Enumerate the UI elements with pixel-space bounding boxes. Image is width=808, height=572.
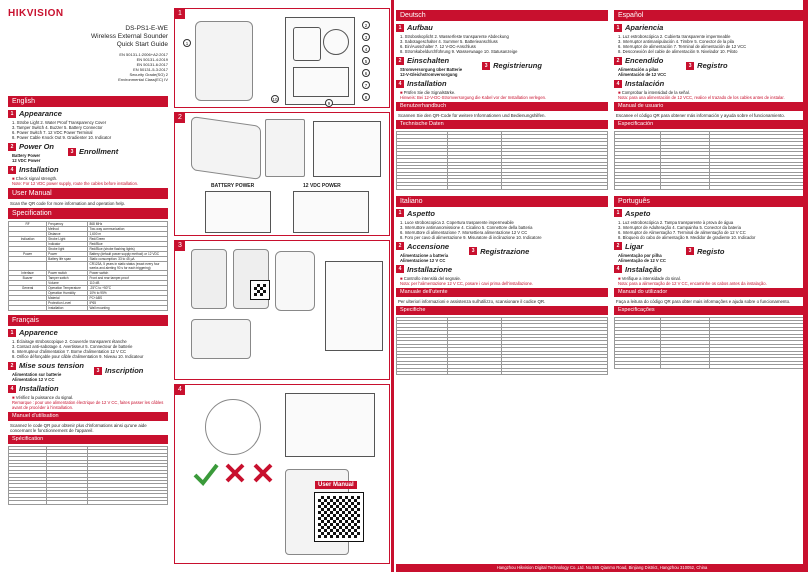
step-number: 1 xyxy=(8,329,16,337)
step-number: 2 xyxy=(8,362,16,370)
product-line-1: Wireless External Sounder xyxy=(91,33,168,40)
lang-header-fr: Français xyxy=(8,315,168,326)
user-manual-qr-icon xyxy=(315,493,363,541)
it-power-heading: 2 Accensione xyxy=(396,242,449,251)
table-cell xyxy=(502,186,608,189)
table-cell xyxy=(660,186,710,189)
list-item: 6. Interruptor de Alimentação 7. Terminal de alimentação de 12 V CC xyxy=(618,229,746,235)
en-manual-text: Scan the QR code for more information and operation help. xyxy=(10,201,126,206)
callout-1: 1 xyxy=(183,39,191,47)
table-cell: RF xyxy=(9,222,47,227)
es-power-heading: 2 Encendido xyxy=(614,56,666,65)
list-item: 1. Luce stroboscopica 2. Copertura trasparente impermeabile xyxy=(400,219,514,225)
table-cell xyxy=(9,262,47,271)
table-cell: Front and rear tamper-proof xyxy=(88,276,168,281)
fr-appearance-heading: 1 Apparence xyxy=(8,328,168,337)
table-cell: -25°C to +50°C xyxy=(88,286,168,291)
list-item: 1. Éclairage stroboscopique 2. Couvercle transparent étanche xyxy=(12,339,127,344)
list-item: 8. Power Cable Knock Out 9. Gradienter 10. Indicator xyxy=(12,135,112,140)
model-number: DS-PS1-E-WE xyxy=(125,25,168,32)
it-spec-table xyxy=(396,317,608,376)
pt-install-note: Nota: para a alimentação de 12 V CC, encaminhe os cabos antes da instalação. xyxy=(618,280,767,286)
table-cell xyxy=(88,501,168,504)
list-item: 6. Ein/Ausschalter 7. 12 V-DC-Anschluss xyxy=(400,44,476,49)
figure-4-installation xyxy=(174,384,390,564)
fr-power-list xyxy=(8,372,84,382)
list-item: Alimentazione 12 V CC xyxy=(400,257,446,263)
pt-power-enroll-row xyxy=(614,240,806,263)
de-install-list: ■ Prüfen Sie die Signalstärke. xyxy=(400,90,456,95)
bullet-icon: ■ xyxy=(12,395,16,400)
it-appearance-heading: 1 Aspetto xyxy=(396,209,608,218)
figure-3-enrollment xyxy=(174,240,390,380)
pt-manual-header: Manual do utilizador xyxy=(614,288,806,297)
list-item: Alimentazione a batteria xyxy=(400,252,449,258)
es-manual-text: Escanee el código QR para obtener más información y ayuda sobre el funcionamiento. xyxy=(616,113,785,118)
list-item: 3. Interruptor de Adulteração 4. Campainha 5. Conector da bateria xyxy=(618,224,741,230)
step-number: 3 xyxy=(482,62,490,70)
step-number: 3 xyxy=(686,62,694,70)
de-spec-table xyxy=(396,131,608,190)
callout-7: 7 xyxy=(362,81,370,89)
product-line-2: Quick Start Guide xyxy=(116,41,168,48)
table-row xyxy=(615,186,806,189)
battery-power-diagram xyxy=(205,191,271,233)
list-item: Stromversorgung über Batterie xyxy=(400,67,463,72)
table-cell: Strobe Light xyxy=(47,237,88,242)
de-manual-header: Benutzerhandbuch xyxy=(396,102,608,111)
figure-number: 1 xyxy=(175,9,185,19)
list-item: Battery Power xyxy=(12,153,41,158)
table-cell: CR123A, 5 years in static status (exact every four weeks and alerting 90 s for each triggering) xyxy=(88,262,168,271)
sounder-tilted-view xyxy=(191,319,251,359)
it-power-list xyxy=(396,253,449,263)
table-cell: Indication xyxy=(9,237,47,242)
footer-address: Hangzhou Hikvision Digital Technology Co.,Ltd. No.555 Qianmo Road, Binjiang District, Hangzhou 310052, China xyxy=(396,564,808,572)
step-number: 4 xyxy=(614,80,622,88)
table-row xyxy=(9,262,168,271)
de-power-list xyxy=(396,67,462,77)
table-cell: Strobe light xyxy=(47,247,88,252)
fr-spec-table xyxy=(8,446,168,505)
standard-item: Security Grade(SG) 2 xyxy=(129,72,168,77)
table-cell: Operation Temperature xyxy=(47,286,88,291)
de-install-note: Hinweis: Bei 12-V-DC-Stromversorgung die Kabel vor der Installation verlegen. xyxy=(400,95,547,100)
list-item: 1. Luz estroboscópica 2. Cubierta transparente impermeable xyxy=(618,34,731,39)
lang-header-pt: Português xyxy=(614,196,806,207)
pt-appearance-list xyxy=(614,220,806,240)
table-cell: Method xyxy=(47,227,88,232)
table-cell: Red/Blue xyxy=(88,242,168,247)
table-cell xyxy=(47,262,88,271)
wall-mount-diagram xyxy=(285,393,375,457)
en-spec-header: Specification xyxy=(8,208,168,219)
figure-number: 4 xyxy=(175,385,185,395)
terminal-board xyxy=(293,67,349,97)
lang-header-de: Deutsch xyxy=(396,10,608,21)
table-cell xyxy=(397,371,448,374)
en-appearance-heading: 1 Appearance xyxy=(8,109,168,118)
de-power-enroll-row xyxy=(396,54,608,77)
table-row xyxy=(9,306,168,311)
step-number: 2 xyxy=(396,242,404,250)
step-number: 4 xyxy=(614,265,622,273)
sounder-interior-view xyxy=(313,121,381,177)
en-power-heading: 2 Power On xyxy=(8,142,54,151)
it-appearance-list xyxy=(396,220,608,240)
table-cell xyxy=(710,365,806,368)
step-number: 2 xyxy=(8,143,16,151)
sounder-open-view xyxy=(191,116,261,180)
table-cell: Frequency xyxy=(47,222,88,227)
fr-spec-header: Spécification xyxy=(8,435,168,444)
fr-appearance-list xyxy=(8,339,168,359)
standard-item: EN 50131-6:2017 xyxy=(136,62,168,67)
phone-icon xyxy=(191,249,227,309)
list-item: 3. Interruttore antimanomissione 4. Cicalino 5. Connettore della batteria xyxy=(400,224,533,230)
de-install-heading: 4 Installation xyxy=(396,79,608,88)
figure-number: 3 xyxy=(175,241,185,251)
bullet-icon: ■ xyxy=(12,176,16,181)
it-enroll-heading: 3 Registrazione xyxy=(469,242,529,261)
fr-power-enroll-row xyxy=(8,359,168,382)
signal-check-icons xyxy=(189,455,279,495)
es-appearance-list xyxy=(614,34,806,54)
list-item: 8. Stromkabeldurchführung 9. Wasserwaage 10. Statusanzeige xyxy=(400,49,518,54)
list-item: 8. Foro per cavo di alimentazione 9. Misuratore di inclinazione 10. Indicatore xyxy=(400,234,542,240)
it-install-heading: 4 Installazione xyxy=(396,265,608,274)
callout-3: 3 xyxy=(362,33,370,41)
list-item: 12-V-Gleichstromversorgung xyxy=(400,72,458,77)
standard-item: EN 50131-1:2006+A2:2017 xyxy=(119,52,168,57)
table-cell xyxy=(615,365,661,368)
de-power-heading: 2 Einschalten xyxy=(396,56,462,65)
table-cell xyxy=(615,186,661,189)
en-manual-header: User Manual xyxy=(8,188,168,199)
es-install-heading: 4 Instalación xyxy=(614,79,806,88)
es-power-list xyxy=(614,67,666,77)
table-cell: Power switch xyxy=(47,271,88,276)
de-appearance-heading: 1 Aufbau xyxy=(396,23,608,32)
table-row xyxy=(397,371,608,374)
it-install-note: Nota: per l'alimentazione 12 V CC, posare i cavi prima dell'installazione. xyxy=(400,280,534,286)
step-number: 4 xyxy=(8,166,16,174)
bullet-icon: ■ xyxy=(618,275,622,281)
list-item: 6. Interrupteur d'alimentation 7. Borne d'alimentation 12 V CC xyxy=(12,349,127,354)
table-cell: 868 MHz xyxy=(88,222,168,227)
callout-8: 8 xyxy=(362,93,370,101)
step-number: 2 xyxy=(614,242,622,250)
step-number: 1 xyxy=(614,24,622,32)
phone-icon xyxy=(233,249,269,309)
fr-manual-header: Manuel d'utilisation xyxy=(8,412,168,421)
signal-indicator-view xyxy=(205,399,261,455)
table-cell: Volume xyxy=(47,281,88,286)
es-spec-header: Especificación xyxy=(614,120,806,129)
it-manual-text: Per ulteriori informazioni e assistenza sull'utilizzo, scansionare il codice QR. xyxy=(398,298,546,304)
step-number: 3 xyxy=(686,247,694,255)
table-cell: Wall mounting xyxy=(88,306,168,311)
list-item: Alimentation 12 V CC xyxy=(12,377,55,382)
table-row xyxy=(397,186,608,189)
lang-header-it: Italiano xyxy=(396,196,608,207)
it-install-list: ■ Controllo intensità del segnale. xyxy=(400,275,461,281)
pt-power-heading: 2 Ligar xyxy=(614,242,666,251)
callout-10: 10 xyxy=(272,97,278,102)
step-number: 4 xyxy=(8,385,16,393)
standard-item: EN 50131-5-3:2017 xyxy=(133,67,168,72)
step-number: 2 xyxy=(396,57,404,65)
list-item: 1. Stroboskoplicht 2. Wasserfeste transparente Abdeckung xyxy=(400,34,509,39)
figure-1-appearance xyxy=(174,8,390,108)
step-number: 4 xyxy=(396,80,404,88)
table-cell: Interface xyxy=(9,271,47,276)
en-install-heading: 4 Installation xyxy=(8,165,168,174)
table-cell xyxy=(660,365,710,368)
list-item: 3. Contact anti-sabotage 4. Avertisseur 5. Connecteur de batterie xyxy=(12,344,133,349)
sounder-front-view xyxy=(195,21,253,101)
en-appearance-list xyxy=(8,120,168,140)
table-cell: Red/Blue (strobe flashing lights) xyxy=(88,247,168,252)
step-number: 1 xyxy=(396,24,404,32)
list-item: 8. Bloqueio do cabo de alimentação 9. Medidor de gradiente 10. Indicador xyxy=(618,234,756,240)
table-cell: Buzzer xyxy=(9,276,47,281)
pt-install-list: ■ Verifique a intensidade do sinal. xyxy=(618,275,681,281)
figure-2-power-on xyxy=(174,112,390,236)
column-english-french xyxy=(8,8,168,505)
brand-logo: HIKVISION xyxy=(8,8,64,19)
table-cell: General xyxy=(9,286,47,291)
de-spec-header: Technische Daten xyxy=(396,120,608,129)
list-item: 3. Tamper Switch 4. Buzzer 5. Battery Connector xyxy=(12,125,103,130)
table-cell: Power xyxy=(47,252,88,257)
pt-appearance-heading: 1 Aspeto xyxy=(614,209,806,218)
pt-spec-header: Especificações xyxy=(614,306,806,315)
list-item: Alimentação por pilha xyxy=(618,252,662,258)
es-install-note: Nota: para una alimentación de 12 VCC, realice el trazado de los cables antes de instalar. xyxy=(618,95,785,100)
en-install-list: ■ Check signal strength. xyxy=(12,176,58,181)
standard-item: EN 50131-4:2019 xyxy=(136,57,168,62)
callout-5: 5 xyxy=(362,57,370,65)
step-number: 1 xyxy=(614,209,622,217)
table-cell xyxy=(447,186,502,189)
es-power-enroll-row xyxy=(614,54,806,77)
phone-scan-icon xyxy=(275,251,315,311)
callout-4: 4 xyxy=(362,45,370,53)
es-spec-table xyxy=(614,131,806,190)
table-cell: Material xyxy=(47,296,88,301)
es-enroll-heading: 3 Registro xyxy=(686,56,727,75)
table-cell xyxy=(47,501,88,504)
pt-manual-text: Faça a leitura do código QR para obter mais informações e ajuda sobre o funcionamento. xyxy=(616,298,791,304)
list-item: Alimentación a pilas xyxy=(618,67,659,72)
list-item: 1. Luz estroboscópica 2. Tampa transparente à prova de água xyxy=(618,219,734,225)
it-spec-header: Specifiche xyxy=(396,306,608,315)
table-cell xyxy=(502,371,608,374)
pt-spec-table xyxy=(614,317,806,369)
figure-number: 2 xyxy=(175,113,185,123)
en-power-enroll-row xyxy=(8,140,168,163)
table-row xyxy=(615,365,806,368)
table-cell: Installation xyxy=(47,306,88,311)
fr-install-note: Remarque : pour une alimentation électrique de 12 V CC, faites passer les câbles avant de procéder à l'installation. xyxy=(12,400,164,410)
table-cell: Battery (default power supply method) or 12 VDC xyxy=(88,252,168,257)
en-install-note: Note: For 12 VDC power supply, route the cables before installation. xyxy=(12,181,139,186)
standard-item: Environmental Class(EC) IV xyxy=(118,77,168,82)
pt-enroll-heading: 3 Registo xyxy=(686,242,725,261)
pt-power-list xyxy=(614,253,666,263)
column-german-italian xyxy=(396,8,608,375)
de-manual-text: Scannen Sie den QR-Code für weitere Informationen und Bedienungshilfen. xyxy=(398,113,546,118)
list-item: 1. Strobe Light 2. Water Proof Transparency Cover xyxy=(12,120,107,125)
callout-9: 9 xyxy=(325,99,333,107)
standards-list xyxy=(8,52,168,82)
dc-power-diagram xyxy=(293,191,369,233)
bullet-icon: ■ xyxy=(618,90,622,95)
it-power-enroll-row xyxy=(396,240,608,263)
step-number: 4 xyxy=(396,265,404,273)
table-cell: Operation Humidity xyxy=(47,291,88,296)
table-cell: Power xyxy=(9,252,47,257)
list-item: 3. Interruptor antimanipulación 4. Timbre 5. Conector de la pila xyxy=(618,39,734,44)
en-enroll-heading: 3 Enrollment xyxy=(68,142,118,161)
lang-header-es: Español xyxy=(614,10,806,21)
lang-header-en: English xyxy=(8,96,168,107)
de-appearance-list xyxy=(396,34,608,54)
buzzer xyxy=(323,29,349,55)
fr-install-list: ■ Vérifiez la puissance du signal. xyxy=(12,395,74,400)
sounder-side-view xyxy=(265,119,305,177)
es-install-list: ■ Comprobar la intensidad de la señal. xyxy=(618,90,690,95)
list-item: 12 VDC Power xyxy=(12,158,41,163)
step-number: 3 xyxy=(94,367,102,375)
list-item: 6. Interruptor de alimentación 7. Terminal de alimentación de 12 VCC xyxy=(618,44,747,49)
table-cell xyxy=(397,186,448,189)
sounder-interior-view xyxy=(325,261,383,351)
list-item: 8. Orifice défonçable pour câble d'alimentation 9. Niveau 10. Indicateur xyxy=(12,354,144,359)
table-cell xyxy=(710,186,806,189)
table-row xyxy=(9,501,168,504)
edge-strip xyxy=(803,0,808,572)
list-item: Alimentation sur batterie xyxy=(12,372,62,377)
table-cell: Two-way communication xyxy=(88,227,168,232)
table-cell: Tamper switch xyxy=(47,276,88,281)
en-power-list xyxy=(8,153,54,163)
table-cell: 10% to 95% xyxy=(88,291,168,296)
callout-6: 6 xyxy=(362,69,370,77)
column-spanish-portuguese xyxy=(614,8,806,369)
step-number: 3 xyxy=(68,148,76,156)
es-appearance-heading: 1 Apariencia xyxy=(614,23,806,32)
step-number: 2 xyxy=(614,57,622,65)
step-number: 3 xyxy=(469,247,477,255)
table-cell xyxy=(9,306,47,311)
bullet-icon: ■ xyxy=(400,90,404,95)
table-cell: Static consumption: 33 to 45 μA xyxy=(88,257,168,262)
qr-code-icon xyxy=(251,281,269,299)
list-item: Alimentação de 12 V CC xyxy=(618,257,666,263)
en-spec-table xyxy=(8,221,168,311)
bullet-icon: ■ xyxy=(400,275,404,281)
list-item: 8. Desconexión del cable de alimentación 9. Nivelador 10. Piloto xyxy=(618,49,738,54)
divider xyxy=(391,0,394,572)
de-enroll-heading: 3 Registrierung xyxy=(482,56,542,75)
step-number: 1 xyxy=(8,110,16,118)
table-cell xyxy=(447,371,502,374)
table-cell: Indicator xyxy=(47,242,88,247)
it-manual-header: Manuale dell'utente xyxy=(396,288,608,297)
user-manual-label: User Manual xyxy=(315,481,357,489)
list-item: 6. Interruttore di alimentazione 7. Morsettiera alimentazione 12 V CC xyxy=(400,229,528,235)
fr-install-heading: 4 Installation xyxy=(8,384,168,393)
table-cell: Protection Level xyxy=(47,301,88,306)
list-item: 3. Sabotageschalter 4. Summer 5. Batterieanschluss xyxy=(400,39,498,44)
list-item: Alimentación de 12 VCC xyxy=(618,72,667,77)
table-cell: Distance xyxy=(47,232,88,237)
table-cell: Battery life span xyxy=(47,257,88,262)
battery-power-label: BATTERY POWER xyxy=(211,183,255,189)
dc-power-label: 12 VDC POWER xyxy=(303,183,341,189)
fr-enroll-heading: 3 Inscription xyxy=(94,361,143,380)
table-cell: IP65 xyxy=(88,301,168,306)
table-cell: PC+ABS xyxy=(88,296,168,301)
step-number: 1 xyxy=(396,209,404,217)
table-cell: Power switch xyxy=(88,271,168,276)
list-item: 6. Power Switch 7. 12 VDC Power Terminal xyxy=(12,130,93,135)
table-cell: 110 dB xyxy=(88,281,168,286)
battery-compartment xyxy=(293,27,321,61)
table-cell xyxy=(9,501,47,504)
table-cell: 1,600 m xyxy=(88,232,168,237)
callout-2: 2 xyxy=(362,21,370,29)
es-manual-header: Manual de usuario xyxy=(614,102,806,111)
table-cell: Red/Green xyxy=(88,237,168,242)
fr-power-heading: 2 Mise sous tension xyxy=(8,361,84,370)
product-header xyxy=(8,25,168,49)
pt-install-heading: 4 Instalação xyxy=(614,265,806,274)
fr-manual-text: Scannez le code QR pour obtenir plus d'informations ainsi qu'une aide concernant le fonctionnement de l'appareil. xyxy=(10,423,147,433)
